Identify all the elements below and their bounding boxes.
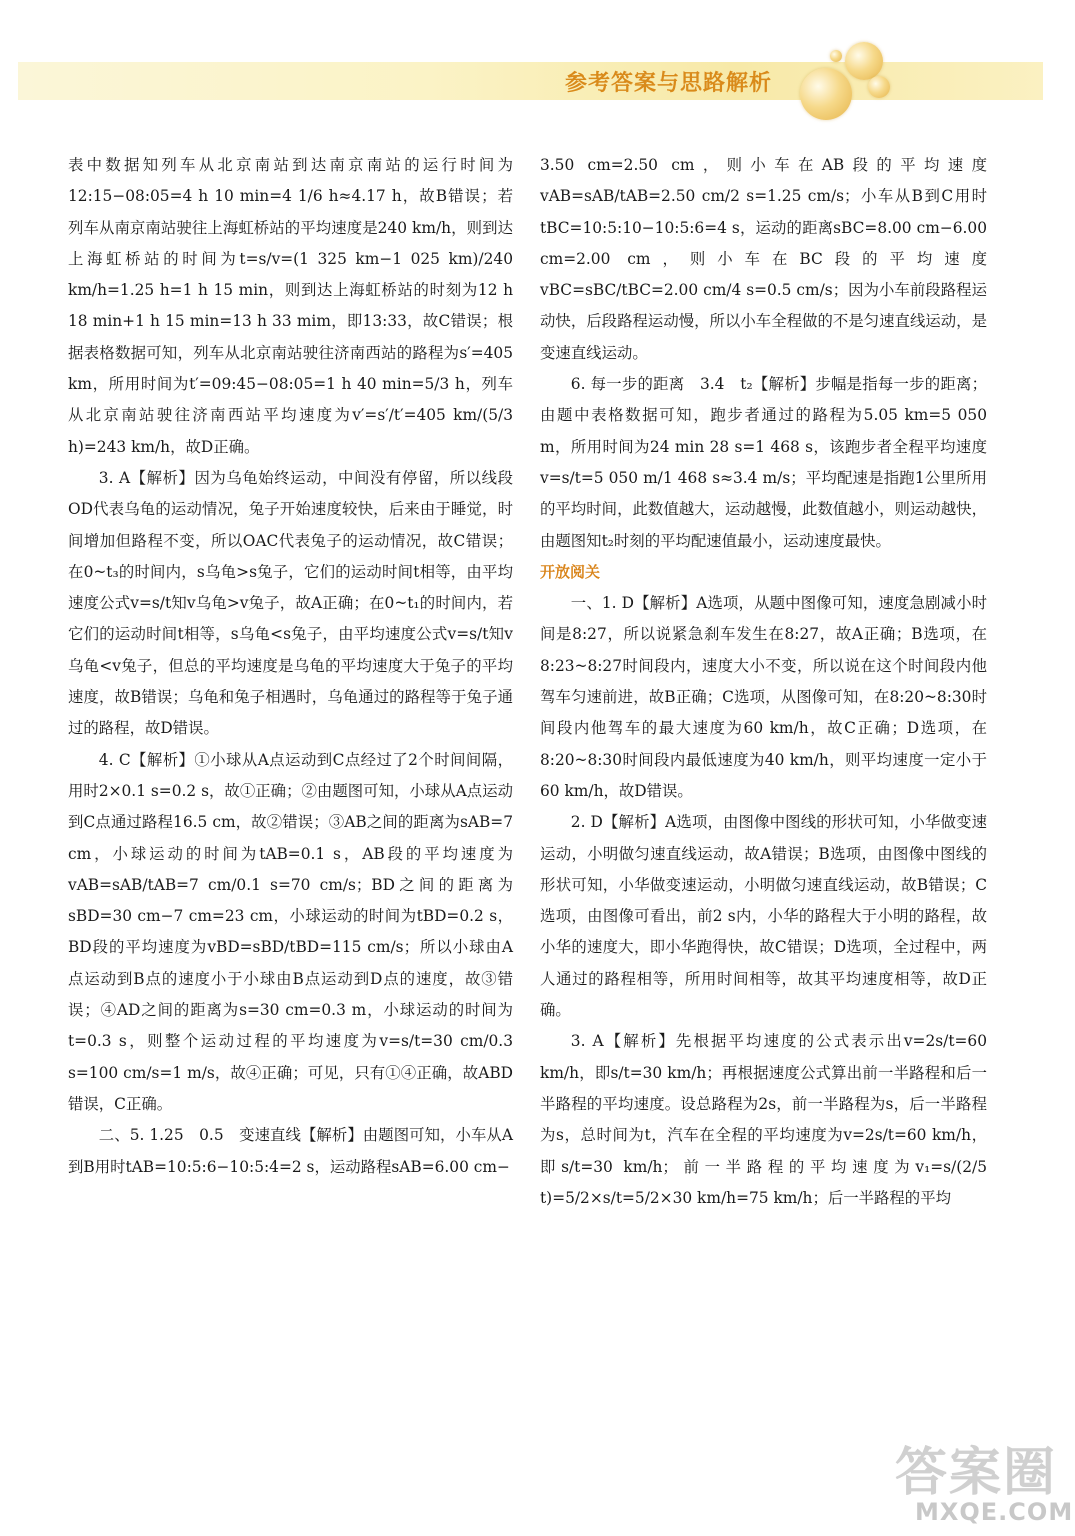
- header-band: [18, 62, 1043, 100]
- watermark-logo: [895, 1420, 1074, 1530]
- paragraph: 3. A【解析】先根据平均速度的公式表示出v=2s/t=60 km/h，即s/t=30 km/h；再根据速度公式算出前一半路程和后一半路程的平均速度。设总路程为2s，前一半路程为s，后一半路程为s，总时间为t，汽车在全程的平均速度为v=2s/t=60 km/h，即s/t=30 km/h；前一半路程的平均速度为v₁=s/(2/5 t)=5/2×s/t=5/2×30 km/h=75 km/h；后一半路程的平均: [540, 1032, 987, 1207]
- watermark-text: 答案圈: [895, 1443, 1058, 1503]
- paragraph: 2. D【解析】A选项，由图像中图线的形状可知，小华做变速运动，小明做匀速直线运动，故A错误；B选项，由图像中图线的形状可知，小华做变速运动，小明做匀速直线运动，故B错误；C选项，由图像可看出，前2 s内，小华的路程大于小明的路程，故小华的速度大，即小华跑得快，故C错误；D选项，全过程中，两人通过的路程相等，所用时间相等，故其平均速度相等，故D正确。: [540, 813, 987, 1020]
- paragraph: 二、5. 1.25 0.5 变速直线【解析】由题图可知，小车从A到B用时tAB=10:5:6−10:5:4=2 s，运动路程sAB=6.00 cm−: [68, 1126, 513, 1176]
- decor-bubble-medium-icon: [845, 42, 883, 80]
- left-column: [68, 150, 513, 1183]
- right-column: [540, 150, 987, 1214]
- watermark-url: MXQE.COM: [915, 1498, 1074, 1526]
- paragraph: 表中数据知列车从北京南站到达南京南站的运行时间为12:15−08:05=4 h 10 min=4 1/6 h≈4.17 h，故B错误；若列车从南京南站驶往上海虹桥站的平均速度是240 km/h，则到达上海虹桥站的时间为t=s/v=(1 325 km−1 025 km)/240 km/h=1.25 h=1 h 15 min，则到达上海虹桥站的时刻为12 h 18 min+1 h 15 min=13 h 33 mim，即13:33，故C错误；根据表格数据可知，列车从北京南站驶往济南西站的路程为s′=405 km，所用时间为t′=09:45−08:05=1 h 40 min=5/3 h，列车从北京南站驶往济南西站平均速度为v′=s′/t′=405 km/(5/3 h)=243 km/h，故D正确。: [68, 156, 513, 456]
- page-header-title: 参考答案与思路解析: [565, 71, 773, 96]
- paragraph: 6. 每一步的距离 3.4 t₂【解析】步幅是指每一步的距离；由题中表格数据可知，跑步者通过的路程为5.05 km=5 050 m，所用时间为24 min 28 s=1 468 s，该跑步者全程平均速度v=s/t=5 050 m/1 468 s≈3.4 m/s；平均配速是指跑1公里所用的平均时间，此数值越大，运动越慢，此数值越小，则运动越快，由题图知t₂时刻的平均配速值最小，运动速度最快。: [540, 375, 987, 550]
- paragraph: 3. A【解析】因为乌龟始终运动，中间没有停留，所以线段OD代表乌龟的运动情况，兔子开始速度较快，后来由于睡觉，时间增加但路程不变，所以OAC代表兔子的运动情况，故C错误；在0~t₃的时间内，s乌龟>s兔子，它们的运动时间t相等，由平均速度公式v=s/t知v乌龟>v兔子，故A正确；在0~t₁的时间内，若它们的运动时间t相等，s乌龟<s兔子，由平均速度公式v=s/t知v乌龟<v兔子，但总的平均速度是乌龟的平均速度大于兔子的平均速度，故B错误；乌龟和兔子相遇时，乌龟通过的路程等于兔子通过的路程，故D错误。: [68, 468, 513, 738]
- decor-bubble-tiny-icon: [830, 50, 842, 62]
- decor-bubble-small-icon: [868, 76, 890, 98]
- decor-bubble-large-icon: [800, 68, 852, 120]
- paragraph: 一、1. D【解析】A选项，从题中图像可知，速度急剧减小时间是8:27，所以说紧急刹车发生在8:27，故A正确；B选项，在8:23~8:27时间段内，速度大小不变，所以说在这个时间段内他驾车匀速前进，故B正确；C选项，从图像可知，在8:20~8:30时间段内他驾车的最大速度为60 km/h，故C正确；D选项，在8:20~8:30时间段内最低速度为40 km/h，则平均速度一定小于60 km/h，故D错误。: [540, 594, 987, 800]
- section-heading: 开放阅关: [540, 562, 601, 581]
- paragraph: 3.50 cm=2.50 cm，则小车在AB段的平均速度vAB=sAB/tAB=2.50 cm/2 s=1.25 cm/s；小车从B到C用时tBC=10:5:10−10:5:6=4 s，运动的距离sBC=8.00 cm−6.00 cm=2.00 cm，则小车在BC段的平均速度vBC=sBC/tBC=2.00 cm/4 s=0.5 cm/s；因为小车前段路程运动快，后段路程运动慢，所以小车全程做的不是匀速直线运动，是变速直线运动。: [540, 156, 987, 362]
- paragraph: 4. C【解析】①小球从A点运动到C点经过了2个时间间隔，用时2×0.1 s=0.2 s，故①正确；②由题图可知，小球从A点运动到C点通过路程16.5 cm，故②错误；③AB之间的距离为sAB=7 cm，小球运动的时间为tAB=0.1 s，AB段的平均速度为vAB=sAB/tAB=7 cm/0.1 s=70 cm/s；BD之间的距离为sBD=30 cm−7 cm=23 cm，小球运动的时间为tBD=0.2 s，BD段的平均速度为vBD=sBD/tBD=115 cm/s；所以小球由A点运动到B点的速度小于小球由B点运动到D点的速度，故③错误；④AD之间的距离为s=30 cm=0.3 m，小球运动的时间为t=0.3 s，则整个运动过程的平均速度为v=s/t=30 cm/0.3 s=100 cm/s=1 m/s，故④正确；可见，只有①④正确，故ABD错误，C正确。: [68, 750, 513, 1113]
